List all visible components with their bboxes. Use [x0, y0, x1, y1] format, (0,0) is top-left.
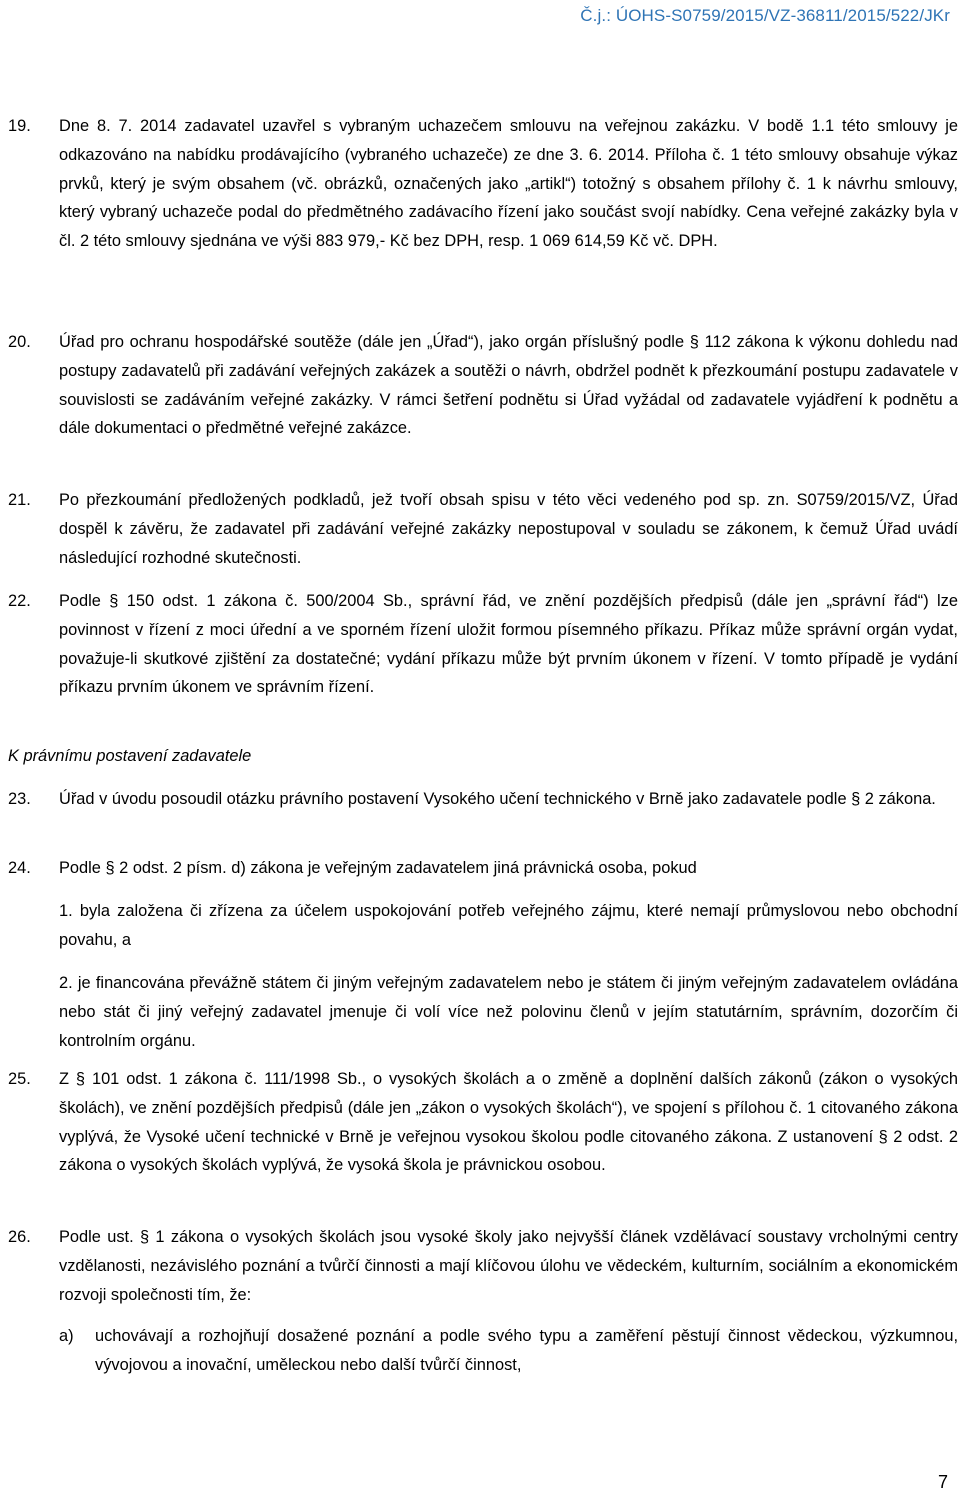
paragraph-26	[8, 1223, 958, 1309]
paragraph-text: Po přezkoumání předložených podkladů, jež tvoří obsah spisu v této věci vedeného pod sp. zn. S0759/2015/VZ, Úřad dospěl k závěru, že zadavatel při zadávání veřejné zakázky nepostupoval v souladu se zákonem, k čemuž Úřad uvádí následující rozhodné skutečnosti.	[59, 491, 958, 567]
paragraph-20	[8, 328, 958, 443]
section-heading: K právnímu postavení zadavatele	[8, 747, 252, 765]
paragraph-text: Z § 101 odst. 1 zákona č. 111/1998 Sb., o vysokých školách a o změně a doplnění dalších zákonů (zákon o vysokých školách), ve znění pozdějších předpisů (dále jen „zákon o vysokých školách“), ve spojení s přílohou č. 1 citovaného zákona vyplývá, že Vysoké učení technické v Brně je veřejnou vysokou školou podle citovaného zákona. Z ustanovení § 2 odst. 2 zákona o vysokých školách vyplývá, že vysoká škola je právnickou osobou.	[59, 1070, 958, 1175]
paragraph-22	[8, 587, 958, 702]
paragraph-number: 26.	[8, 1228, 31, 1246]
paragraph-number: 25.	[8, 1070, 31, 1088]
paragraph-24	[8, 854, 958, 883]
page-number: 7	[937, 1472, 948, 1492]
paragraph-text: Podle § 150 odst. 1 zákona č. 500/2004 Sb., správní řád, ve znění pozdějších předpisů (dále jen „správní řád“) lze povinnost v řízení z moci úřední a ve sporném řízení uložit formou písemného příkazu. Příkaz může správní orgán vydat, považuje-li skutkové zjištění za dostatečné; vydání příkazu může být prvním úkonem v řízení. V tomto případě je vydání příkazu prvním úkonem ve správním řízení.	[59, 592, 958, 697]
paragraph-text: Úřad v úvodu posoudil otázku právního postavení Vysokého učení technického v Brně jako zadavatele podle § 2 zákona.	[59, 790, 936, 808]
paragraph-number: 19.	[8, 117, 31, 135]
paragraph-25	[8, 1065, 958, 1180]
condition-item-1	[59, 897, 958, 955]
condition-text: 1. byla založena či zřízena za účelem uspokojování potřeb veřejného zájmu, které nemají průmyslovou nebo obchodní povahu, a	[59, 902, 958, 949]
paragraph-number: 20.	[8, 333, 31, 351]
paragraph-23	[8, 785, 958, 814]
letter-item-a	[59, 1322, 958, 1380]
paragraph-text: Podle ust. § 1 zákona o vysokých školách jsou vysoké školy jako nejvyšší článek vzdělávací soustavy vrcholnými centry vzdělanosti, nezávislého poznání a tvůrčí činnosti a mají klíčovou úlohu ve vědeckém, kulturním, sociálním a ekonomickém rozvoji společnosti tím, že:	[59, 1228, 958, 1304]
document-reference-header: Č.j.: ÚOHS-S0759/2015/VZ-36811/2015/522/JKr	[580, 6, 950, 25]
paragraph-19	[8, 112, 958, 256]
paragraph-number: 24.	[8, 859, 31, 877]
condition-text: 2. je financována převážně státem či jiným veřejným zadavatelem nebo je státem či jiným veřejným zadavatelem ovládána nebo stát či jiný veřejný zadavatel jmenuje či volí více než polovinu členů v jejím statutárním, správním, dozorčím či kontrolním orgánu.	[59, 974, 958, 1050]
paragraph-21	[8, 486, 958, 572]
letter-text: uchovávají a rozhojňují dosažené poznání a podle svého typu a zaměření pěstují činnost vědeckou, výzkumnou, vývojovou a inovační, uměleckou nebo další tvůrčí činnost,	[95, 1327, 958, 1374]
paragraph-text: Úřad pro ochranu hospodářské soutěže (dále jen „Úřad“), jako orgán příslušný podle § 112 zákona k výkonu dohledu nad postupy zadavatelů při zadávání veřejných zakázek a soutěži o návrh, obdržel podnět k přezkoumání postupu zadavatele v souvislosti se zadáváním veřejné zakázky. V rámci šetření podnětu si Úřad vyžádal od zadavatele vyjádření k podnětu a dále dokumentaci o předmětné veřejné zakázce.	[59, 333, 958, 438]
paragraph-number: 21.	[8, 491, 31, 509]
letter-mark: a)	[59, 1327, 74, 1345]
paragraph-text: Podle § 2 odst. 2 písm. d) zákona je veřejným zadavatelem jiná právnická osoba, pokud	[59, 859, 697, 877]
paragraph-number: 22.	[8, 592, 31, 610]
condition-item-2	[59, 969, 958, 1055]
paragraph-number: 23.	[8, 790, 31, 808]
paragraph-text: Dne 8. 7. 2014 zadavatel uzavřel s vybraným uchazečem smlouvu na veřejnou zakázku. V bodě 1.1 této smlouvy je odkazováno na nabídku prodávajícího (vybraného uchazeče) ze dne 3. 6. 2014. Příloha č. 1 této smlouvy obsahuje výkaz prvků, který je svým obsahem (vč. obrázků, označených jako „artikl“) totožný s obsahem přílohy č. 1 k návrhu smlouvy, který vybraný uchazeče podal do předmětného zadávacího řízení jako součást svojí nabídky. Cena veřejné zakázky byla v čl. 2 této smlouvy sjednána ve výši 883 979,- Kč bez DPH, resp. 1 069 614,59 Kč vč. DPH.	[59, 117, 958, 251]
